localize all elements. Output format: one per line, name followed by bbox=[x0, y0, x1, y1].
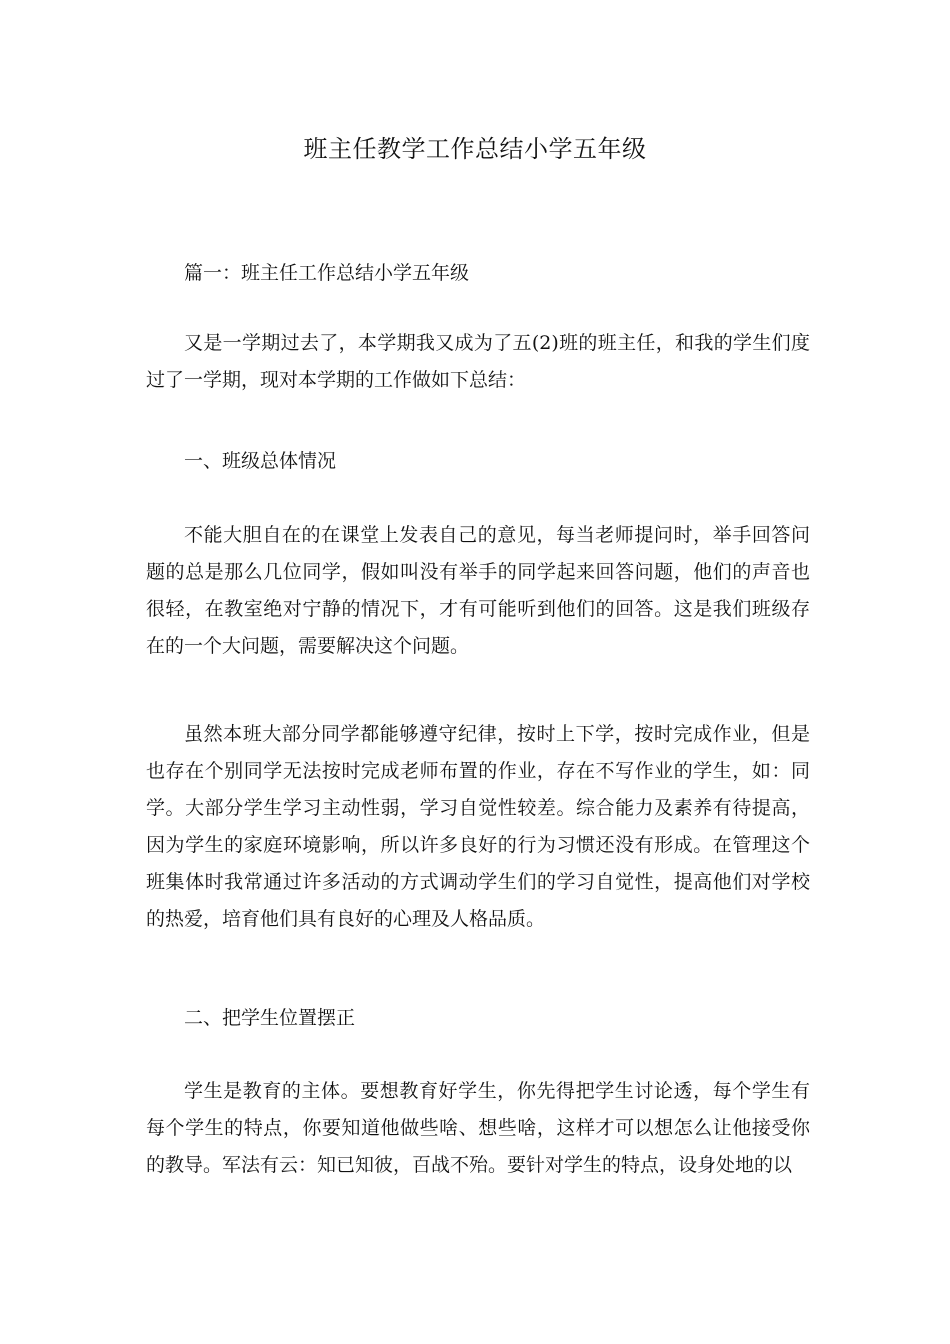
document-title: 班主任教学工作总结小学五年级 bbox=[303, 135, 647, 163]
intro-paragraph: 又是一学期过去了，本学期我又成为了五(2)班的班主任，和我的学生们度过了一学期，现对本学期的工作做如下总结： bbox=[146, 332, 810, 391]
heading-class-overview: 一、班级总体情况 bbox=[184, 450, 337, 472]
section-label: 篇一：班主任工作总结小学五年级 bbox=[184, 262, 470, 284]
heading-student-position: 二、把学生位置摆正 bbox=[184, 1007, 356, 1029]
paragraph-student-position: 学生是教育的主体。要想教育好学生，你先得把学生讨论透，每个学生有每个学生的特点，你要知道他做些啥、想些啥，这样才可以想怎么让他接受你的教导。军法有云：知已知彼，百战不殆。要针对学生的特点，设身处地的以 bbox=[146, 1080, 810, 1176]
paragraph-class-overview-2: 虽然本班大部分同学都能够遵守纪律，按时上下学，按时完成作业，但是也存在个别同学无法按时完成老师布置的作业，存在不写作业的学生，如：同学。大部分学生学习主动性弱，学习自觉性较差。综合能力及素养有待提高，因为学生的家庭环境影响，所以许多良好的行为习惯还没有形成。在管理这个班集体时我常通过许多活动的方式调动学生们的学习自觉性，提高他们对学校的热爱，培育他们具有良好的心理及人格品质。 bbox=[146, 723, 810, 930]
paragraph-class-overview-1: 不能大胆自在的在课堂上发表自己的意见，每当老师提问时，举手回答问题的总是那么几位同学，假如叫没有举手的同学起来回答问题，他们的声音也很轻，在教室绝对宁静的情况下，才有可能听到他们的回答。这是我们班级存在的一个大问题，需要解决这个问题。 bbox=[146, 524, 810, 657]
